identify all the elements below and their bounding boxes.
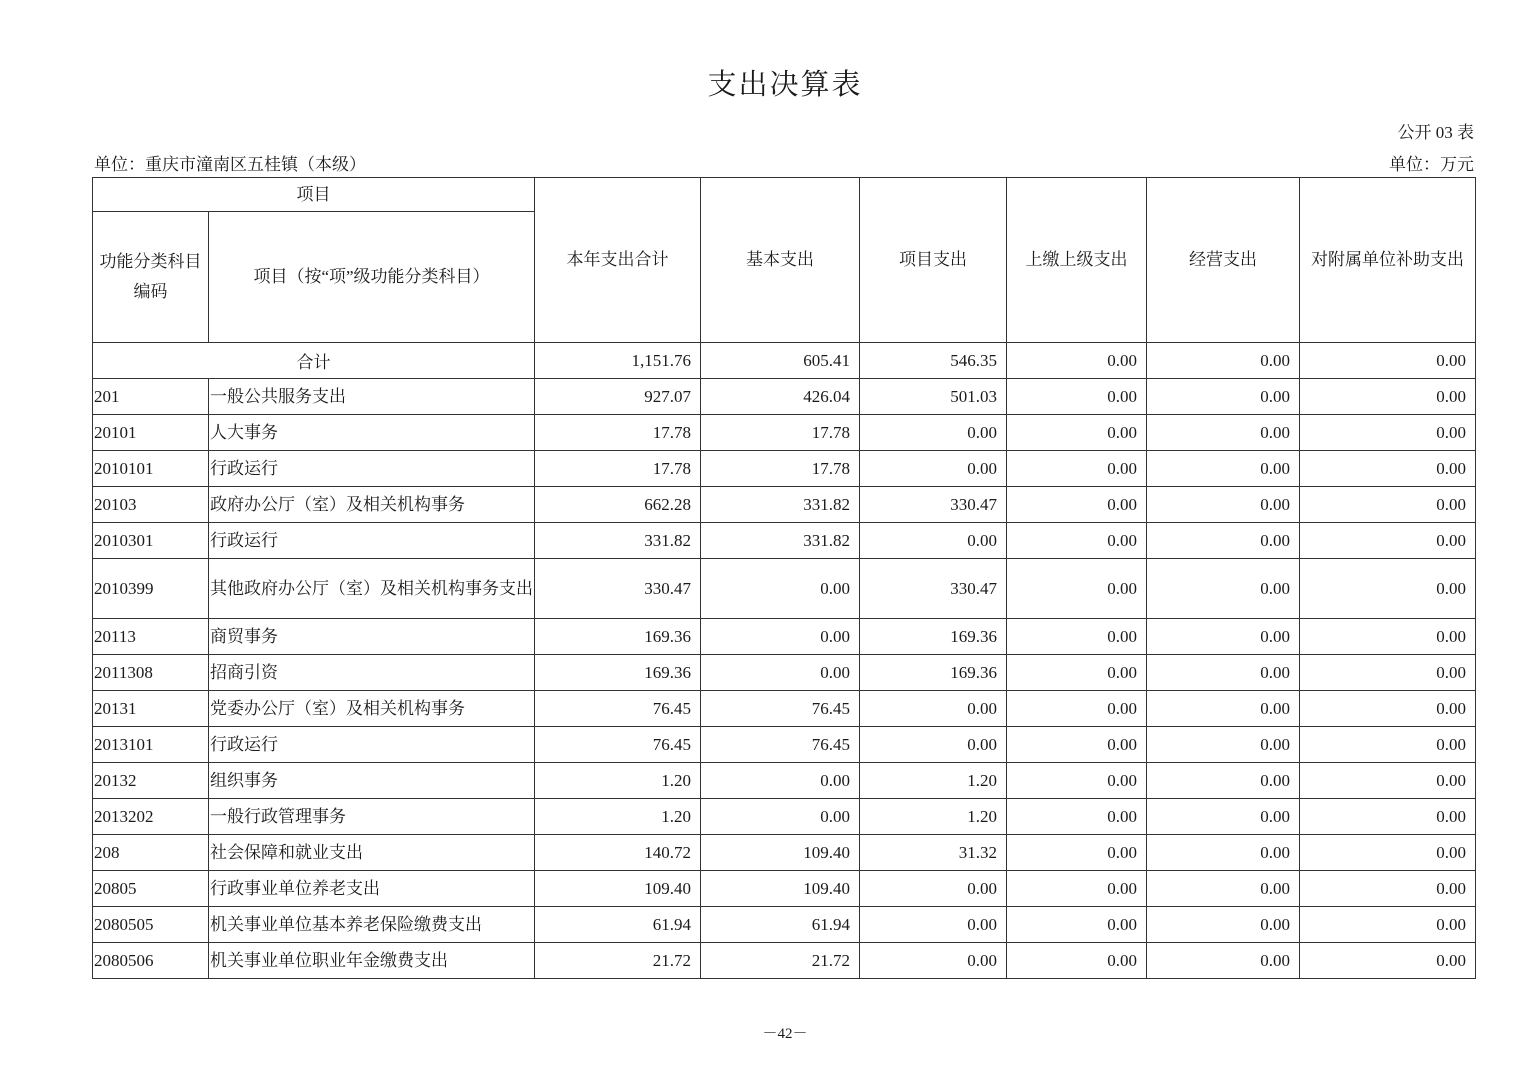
row-value: 330.47 (860, 559, 1007, 619)
table-row (93, 619, 1476, 655)
page-number: －42－ (762, 1026, 808, 1042)
row-code: 201 (93, 379, 209, 415)
row-code: 2010101 (93, 451, 209, 487)
row-code: 2080506 (93, 943, 209, 979)
row-value: 0.00 (1007, 727, 1147, 763)
row-value: 426.04 (701, 379, 860, 415)
row-code: 20101 (93, 415, 209, 451)
table-row (93, 487, 1476, 523)
row-value: 1.20 (860, 763, 1007, 799)
total-value: 546.35 (860, 343, 1007, 379)
header-name: 项目（按“项”级功能分类科目） (209, 212, 535, 343)
row-value: 501.03 (860, 379, 1007, 415)
header-business: 经营支出 (1147, 178, 1300, 343)
table-row (93, 523, 1476, 559)
row-value: 0.00 (1007, 763, 1147, 799)
row-value: 0.00 (1007, 799, 1147, 835)
row-name: 组织事务 (209, 763, 535, 799)
row-value: 0.00 (1147, 835, 1300, 871)
total-value: 0.00 (1007, 343, 1147, 379)
total-value: 0.00 (1300, 343, 1476, 379)
total-value: 605.41 (701, 343, 860, 379)
row-value: 109.40 (701, 871, 860, 907)
row-value: 0.00 (1147, 559, 1300, 619)
table-row (93, 871, 1476, 907)
row-value: 0.00 (1147, 487, 1300, 523)
page-title: 支出决算表 (707, 69, 863, 101)
row-name: 一般行政管理事务 (209, 799, 535, 835)
header-row-1 (93, 178, 1476, 212)
table-row (93, 763, 1476, 799)
row-value: 0.00 (1300, 655, 1476, 691)
row-value: 1.20 (860, 799, 1007, 835)
row-value: 0.00 (1007, 559, 1147, 619)
row-code: 20113 (93, 619, 209, 655)
table-row (93, 835, 1476, 871)
row-value: 0.00 (701, 655, 860, 691)
row-value: 17.78 (535, 451, 701, 487)
row-value: 331.82 (535, 523, 701, 559)
row-value: 330.47 (535, 559, 701, 619)
row-value: 0.00 (1300, 451, 1476, 487)
row-value: 0.00 (701, 619, 860, 655)
row-value: 109.40 (535, 871, 701, 907)
row-value: 0.00 (1147, 727, 1300, 763)
row-value: 0.00 (860, 727, 1007, 763)
row-value: 76.45 (701, 691, 860, 727)
row-value: 0.00 (1147, 691, 1300, 727)
row-value: 0.00 (1147, 379, 1300, 415)
total-row (93, 343, 1476, 379)
row-code: 20131 (93, 691, 209, 727)
row-code: 2013101 (93, 727, 209, 763)
row-name: 行政运行 (209, 451, 535, 487)
row-name: 一般公共服务支出 (209, 379, 535, 415)
row-name: 机关事业单位基本养老保险缴费支出 (209, 907, 535, 943)
row-value: 0.00 (1147, 763, 1300, 799)
table-row (93, 943, 1476, 979)
table-row (93, 451, 1476, 487)
reporting-unit: 单位：重庆市潼南区五桂镇（本级） (94, 155, 366, 174)
row-value: 0.00 (701, 763, 860, 799)
row-value: 169.36 (535, 619, 701, 655)
row-value: 0.00 (1300, 763, 1476, 799)
row-value: 0.00 (1300, 727, 1476, 763)
row-value: 0.00 (1300, 379, 1476, 415)
row-value: 0.00 (1147, 619, 1300, 655)
table-row (93, 691, 1476, 727)
row-value: 0.00 (1300, 907, 1476, 943)
row-value: 0.00 (860, 415, 1007, 451)
row-code: 20805 (93, 871, 209, 907)
row-name: 商贸事务 (209, 619, 535, 655)
row-value: 0.00 (1300, 799, 1476, 835)
table-row (93, 727, 1476, 763)
row-value: 76.45 (535, 727, 701, 763)
row-value: 17.78 (535, 415, 701, 451)
row-value: 0.00 (1147, 415, 1300, 451)
row-value: 0.00 (1300, 835, 1476, 871)
row-value: 0.00 (1147, 799, 1300, 835)
row-name: 党委办公厅（室）及相关机构事务 (209, 691, 535, 727)
row-name: 行政运行 (209, 727, 535, 763)
row-value: 61.94 (535, 907, 701, 943)
row-value: 140.72 (535, 835, 701, 871)
row-value: 0.00 (860, 451, 1007, 487)
row-value: 0.00 (1300, 415, 1476, 451)
row-value: 0.00 (1300, 523, 1476, 559)
table-row (93, 907, 1476, 943)
row-name: 机关事业单位职业年金缴费支出 (209, 943, 535, 979)
row-value: 0.00 (1300, 559, 1476, 619)
row-value: 0.00 (860, 943, 1007, 979)
row-value: 0.00 (1007, 487, 1147, 523)
row-value: 0.00 (1007, 619, 1147, 655)
row-value: 0.00 (1007, 691, 1147, 727)
row-value: 17.78 (701, 415, 860, 451)
row-value: 0.00 (860, 907, 1007, 943)
row-value: 31.32 (860, 835, 1007, 871)
expenditure-table (92, 177, 1476, 979)
row-code: 20132 (93, 763, 209, 799)
row-value: 0.00 (860, 523, 1007, 559)
table-row (93, 655, 1476, 691)
total-value: 0.00 (1147, 343, 1300, 379)
row-value: 1.20 (535, 799, 701, 835)
row-value: 0.00 (860, 691, 1007, 727)
row-value: 0.00 (860, 871, 1007, 907)
row-value: 0.00 (1007, 523, 1147, 559)
row-name: 招商引资 (209, 655, 535, 691)
row-name: 人大事务 (209, 415, 535, 451)
form-number: 公开 03 表 (1397, 123, 1474, 142)
row-value: 662.28 (535, 487, 701, 523)
row-value: 169.36 (860, 619, 1007, 655)
total-label: 合计 (93, 343, 535, 379)
row-code: 208 (93, 835, 209, 871)
currency-unit: 单位：万元 (1389, 155, 1474, 174)
row-name: 政府办公厅（室）及相关机构事务 (209, 487, 535, 523)
row-name: 其他政府办公厅（室）及相关机构事务支出 (209, 559, 535, 619)
header-total: 本年支出合计 (535, 178, 701, 343)
row-value: 330.47 (860, 487, 1007, 523)
row-value: 21.72 (535, 943, 701, 979)
row-value: 0.00 (1300, 943, 1476, 979)
row-code: 2080505 (93, 907, 209, 943)
row-value: 0.00 (1300, 871, 1476, 907)
row-code: 2010301 (93, 523, 209, 559)
header-item-group: 项目 (93, 178, 535, 212)
row-value: 0.00 (1147, 943, 1300, 979)
row-value: 0.00 (1147, 451, 1300, 487)
row-value: 169.36 (860, 655, 1007, 691)
header-subsidy: 对附属单位补助支出 (1300, 178, 1476, 343)
row-value: 0.00 (1007, 835, 1147, 871)
row-value: 0.00 (1147, 907, 1300, 943)
row-value: 0.00 (1007, 943, 1147, 979)
row-value: 331.82 (701, 523, 860, 559)
table-row (93, 799, 1476, 835)
row-code: 2010399 (93, 559, 209, 619)
row-value: 0.00 (1300, 619, 1476, 655)
row-value: 17.78 (701, 451, 860, 487)
row-value: 0.00 (1147, 523, 1300, 559)
total-value: 1,151.76 (535, 343, 701, 379)
row-value: 927.07 (535, 379, 701, 415)
row-value: 0.00 (1300, 691, 1476, 727)
row-value: 0.00 (1007, 655, 1147, 691)
row-value: 76.45 (535, 691, 701, 727)
row-value: 109.40 (701, 835, 860, 871)
row-code: 20103 (93, 487, 209, 523)
header-code: 功能分类科目编码 (93, 212, 209, 343)
row-value: 0.00 (701, 559, 860, 619)
row-value: 0.00 (1007, 415, 1147, 451)
table-row (93, 379, 1476, 415)
row-value: 0.00 (1147, 871, 1300, 907)
row-value: 76.45 (701, 727, 860, 763)
table-row (93, 415, 1476, 451)
row-value: 1.20 (535, 763, 701, 799)
row-value: 169.36 (535, 655, 701, 691)
row-value: 0.00 (1147, 655, 1300, 691)
header-upper: 上缴上级支出 (1007, 178, 1147, 343)
row-value: 61.94 (701, 907, 860, 943)
row-code: 2013202 (93, 799, 209, 835)
row-value: 21.72 (701, 943, 860, 979)
header-project: 项目支出 (860, 178, 1007, 343)
row-code: 2011308 (93, 655, 209, 691)
row-value: 0.00 (1007, 907, 1147, 943)
row-name: 社会保障和就业支出 (209, 835, 535, 871)
row-value: 0.00 (1007, 451, 1147, 487)
row-name: 行政运行 (209, 523, 535, 559)
row-name: 行政事业单位养老支出 (209, 871, 535, 907)
row-value: 0.00 (1007, 379, 1147, 415)
row-value: 331.82 (701, 487, 860, 523)
row-value: 0.00 (701, 799, 860, 835)
row-value: 0.00 (1007, 871, 1147, 907)
row-value: 0.00 (1300, 487, 1476, 523)
header-basic: 基本支出 (701, 178, 860, 343)
table-row (93, 559, 1476, 619)
